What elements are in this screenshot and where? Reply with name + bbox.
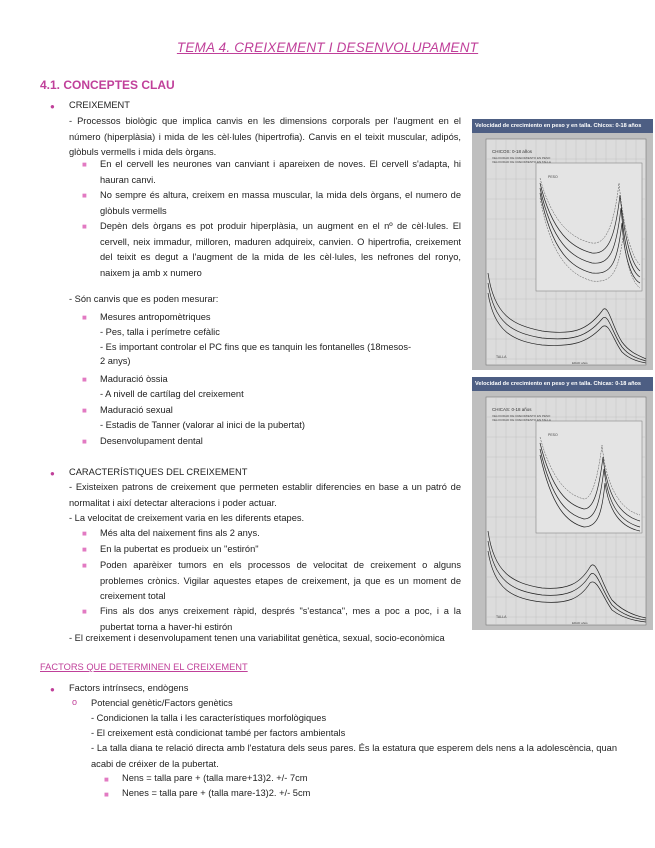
- measurable-sub: - A nivell de cartílag del creixement: [100, 389, 244, 399]
- section-heading: 4.1. CONCEPTES CLAU: [40, 78, 175, 92]
- bullet-square: ■: [82, 545, 87, 554]
- page-title: TEMA 4. CREIXEMENT I DESENVOLUPAMENT: [176, 40, 479, 55]
- caracteristiques-text: - La velocitat de creixement varia en les diferents etapes.: [69, 513, 305, 523]
- chart-header: Velocidad de crecimiento en peso y en talla. Chicas: 0-18 años: [472, 377, 653, 391]
- creixement-point: Depèn dels òrgans es pot produir hiperplàsia, un augment en el nº de cèl·lules. El cervell, neix immadur, milloren, maduren adquireix, canvien. O hipertrofia, creixement del teixit es degut a l'augment de la mida de les cèl·lules, les nefrones del ronyo, naixem ja amb x numero: [100, 221, 461, 278]
- chart-talla-label: TALLA: [496, 615, 507, 619]
- bullet-square: ■: [82, 375, 87, 384]
- creixement-point: No sempre és altura, creixem en massa muscular, la mida dels òrgans, el numero de glòbuls vermells: [100, 190, 461, 216]
- bullet-square: ■: [82, 607, 87, 616]
- measurable-sub: 2 anys): [100, 356, 131, 366]
- bullet-square: ■: [82, 191, 87, 200]
- chart-header: Velocidad de crecimiento en peso y en talla. Chicos: 0-18 años: [472, 119, 653, 133]
- measurable-label: Maduració òssia: [100, 374, 168, 384]
- chart-small-title: CHICAS: 0-18 años: [492, 407, 532, 412]
- chart-peso-label: PESO: [548, 433, 558, 437]
- creixement-point: En el cervell les neurones van canviant i apareixen de noves. El cervell s'adapta, hi hauran canvi.: [100, 159, 461, 185]
- bullet-circle: o: [72, 697, 78, 707]
- measurable-sub: - Pes, talla i perímetre cefàlic: [100, 327, 220, 337]
- bullet-square: ■: [82, 561, 87, 570]
- creixement-definition: - Processos biològic que implica canvis en les dimensions corporals per l'augment en el número (hiperplàsia) i mida de les cèl·lules (hipertrofia). Canvis en el teixit muscular, adipós, glòbuls vermells i mida dels òrgans.: [69, 116, 461, 158]
- caracteristiques-point: Poden aparèixer tumors en els processos de velocitat de creixement o alguns problemes crònics. Vigilar aquestes etapes de creixement, ja que es un moment de creixement total: [100, 560, 461, 602]
- creixement-heading: CREIXEMENT: [69, 100, 130, 110]
- growth-chart-boys: [472, 133, 653, 370]
- chart-boys: [472, 119, 653, 370]
- factors-heading: FACTORS QUE DETERMINEN EL CREIXEMENT: [40, 662, 248, 672]
- bullet-square: ■: [104, 790, 109, 799]
- bullet-dot: ●: [50, 469, 55, 478]
- bullet-square: ■: [82, 529, 87, 538]
- chart-small-title: CHICOS: 0-18 años: [492, 149, 533, 154]
- measurable-label: Maduració sexual: [100, 405, 173, 415]
- growth-chart-girls: [472, 391, 653, 630]
- measurable-label: Mesures antropomètriques: [100, 312, 211, 322]
- chart-axis-label: EDAD años: [572, 361, 588, 365]
- factors-formula: Nens = talla pare + (talla mare+13)2. +/- 7cm: [122, 773, 308, 783]
- chart-subtitle: VELOCIDAD DE CRECIMIENTO EN PESO: [492, 156, 551, 160]
- chart-subtitle: VELOCIDAD DE CRECIMIENTO EN PESO: [492, 414, 551, 418]
- measurable-label: Desenvolupament dental: [100, 436, 203, 446]
- caracteristiques-point: Més alta del naixement fins als 2 anys.: [100, 528, 260, 538]
- bullet-square: ■: [104, 775, 109, 784]
- bullet-square: ■: [82, 222, 87, 231]
- chart-axis-label: EDAD años: [572, 621, 588, 625]
- factors-formula: Nenes = talla pare + (talla mare-13)2. +/- 5cm: [122, 788, 311, 798]
- caracteristiques-closing: - El creixement i desenvolupament tenen una variabilitat genètica, sexual, socio-econòmica: [69, 633, 445, 643]
- bullet-square: ■: [82, 160, 87, 169]
- bullet-square: ■: [82, 437, 87, 446]
- chart-peso-label: PESO: [548, 175, 558, 179]
- factors-line: - El creixement està condicionat també per factors ambientals: [91, 728, 346, 738]
- caracteristiques-text: - Existeixen patrons de creixement que permeten establir diferencies en base a un patró de normalitat i així detectar alteracions i poder actuar.: [69, 482, 461, 508]
- bullet-square: ■: [82, 313, 87, 322]
- chart-subtitle: VELOCIDAD DE CRECIMIENTO EN TALLA: [492, 418, 551, 422]
- factors-line: - Condicionen la talla i les característiques morfològiques: [91, 713, 327, 723]
- caracteristiques-point: Fins als dos anys creixement ràpid, després "s'estanca", mes a poc a poc, i a la pubertat torna a haver-hi estirón: [100, 606, 461, 632]
- factors-intrinsic: Factors intrínsecs, endògens: [69, 683, 189, 693]
- chart-talla-label: TALLA: [496, 355, 507, 359]
- caracteristiques-point: En la pubertat es produeix un "estirón": [100, 544, 259, 554]
- measurable-sub: - Estadis de Tanner (valorar al inici de la pubertat): [100, 420, 305, 430]
- caracteristiques-heading: CARACTERÍSTIQUES DEL CREIXEMENT: [69, 467, 248, 477]
- chart-subtitle: VELOCIDAD DE CRECIMIENTO EN TALLA: [492, 160, 551, 164]
- measurable-sub: - Es important controlar el PC fins que es tanquin les fontanelles (18mesos-: [100, 342, 412, 352]
- factors-genetic: Potencial genètic/Factors genètics: [91, 698, 233, 708]
- factors-line: - La talla diana te relació directa amb l'estatura dels seus pares. És la estatura que esperem dels nens a la adolescència, quan acabi de créixer de la pubertat.: [91, 743, 617, 769]
- measurable-intro: - Són canvis que es poden mesurar:: [69, 294, 219, 304]
- bullet-square: ■: [82, 406, 87, 415]
- bullet-dot: ●: [50, 685, 55, 694]
- chart-girls: [472, 377, 653, 630]
- bullet-dot: ●: [50, 102, 55, 111]
